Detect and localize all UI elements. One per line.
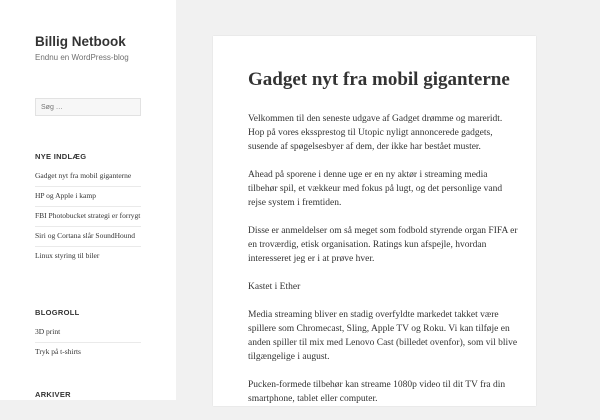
sidebar: [0, 0, 176, 400]
blogroll-heading: BLOGROLL: [35, 308, 80, 317]
blogroll-link[interactable]: 3D print: [35, 327, 61, 336]
recent-post-link[interactable]: Linux styring til biler: [35, 251, 100, 260]
search-input[interactable]: [35, 98, 141, 116]
post-paragraph: Ahead på sporene i denne uge er en ny aktør i streaming media tilbehør spil, et vækkeur med fokus på lugt, og det personlige vand rejse system i fremtiden.: [248, 170, 503, 208]
recent-post-link[interactable]: HP og Apple i kamp: [35, 191, 96, 200]
post-body: [248, 112, 518, 420]
post-paragraph: Media streaming bliver en stadig overfyldte markedet takket være spillere som Chromecast, Sling, Apple TV og Roku. Vi kan tilføje en anden spiller til mix med Lenovo Cast (billedet ovenfor), som vil blive tilgængelige i august.: [248, 310, 518, 362]
recent-post-link[interactable]: Gadget nyt fra mobil giganterne: [35, 171, 132, 180]
list-item: [35, 342, 141, 362]
site-title[interactable]: Billig Netbook: [35, 34, 126, 49]
blogroll-link[interactable]: Tryk på t-shirts: [35, 347, 81, 356]
archive-heading: ARKIVER: [35, 390, 71, 399]
post-paragraph: Disse er anmeldelser om så meget som fodbold styrende organ FIFA er en troværdig, etisk organisation. Ratings kun afspejle, hvordan interesseret jeg er i at prøve hver.: [248, 226, 518, 264]
list-item: [35, 206, 141, 226]
list-item: [35, 171, 141, 186]
list-item: [35, 327, 141, 342]
recent-posts-heading: NYE INDLÆG: [35, 152, 87, 161]
post-title[interactable]: Gadget nyt fra mobil giganterne: [248, 69, 510, 90]
recent-post-link[interactable]: Siri og Cortana slår SoundHound: [35, 231, 135, 240]
post-paragraph: Kastet i Ether: [248, 282, 301, 292]
recent-post-link[interactable]: FBI Photobucket strategi er forrygt: [35, 211, 141, 220]
post-paragraph: Pucken-formede tilbehør kan streame 1080p video til dit TV fra din smartphone, tablet eller computer.: [248, 380, 506, 404]
post-card: [213, 36, 536, 406]
recent-posts-list: [35, 171, 141, 266]
list-item: [35, 246, 141, 266]
site-description: Endnu en WordPress-blog: [35, 53, 129, 62]
blogroll-list: [35, 327, 141, 362]
list-item: [35, 186, 141, 206]
list-item: [35, 226, 141, 246]
post-paragraph: Velkommen til den seneste udgave af Gadget drømme og mareridt. Hop på vores ekssprestog til Utopic nyligt annoncerede gadgets, susende af spøgelsesbyer af dem, der ikke har bestået muster.: [248, 114, 503, 152]
